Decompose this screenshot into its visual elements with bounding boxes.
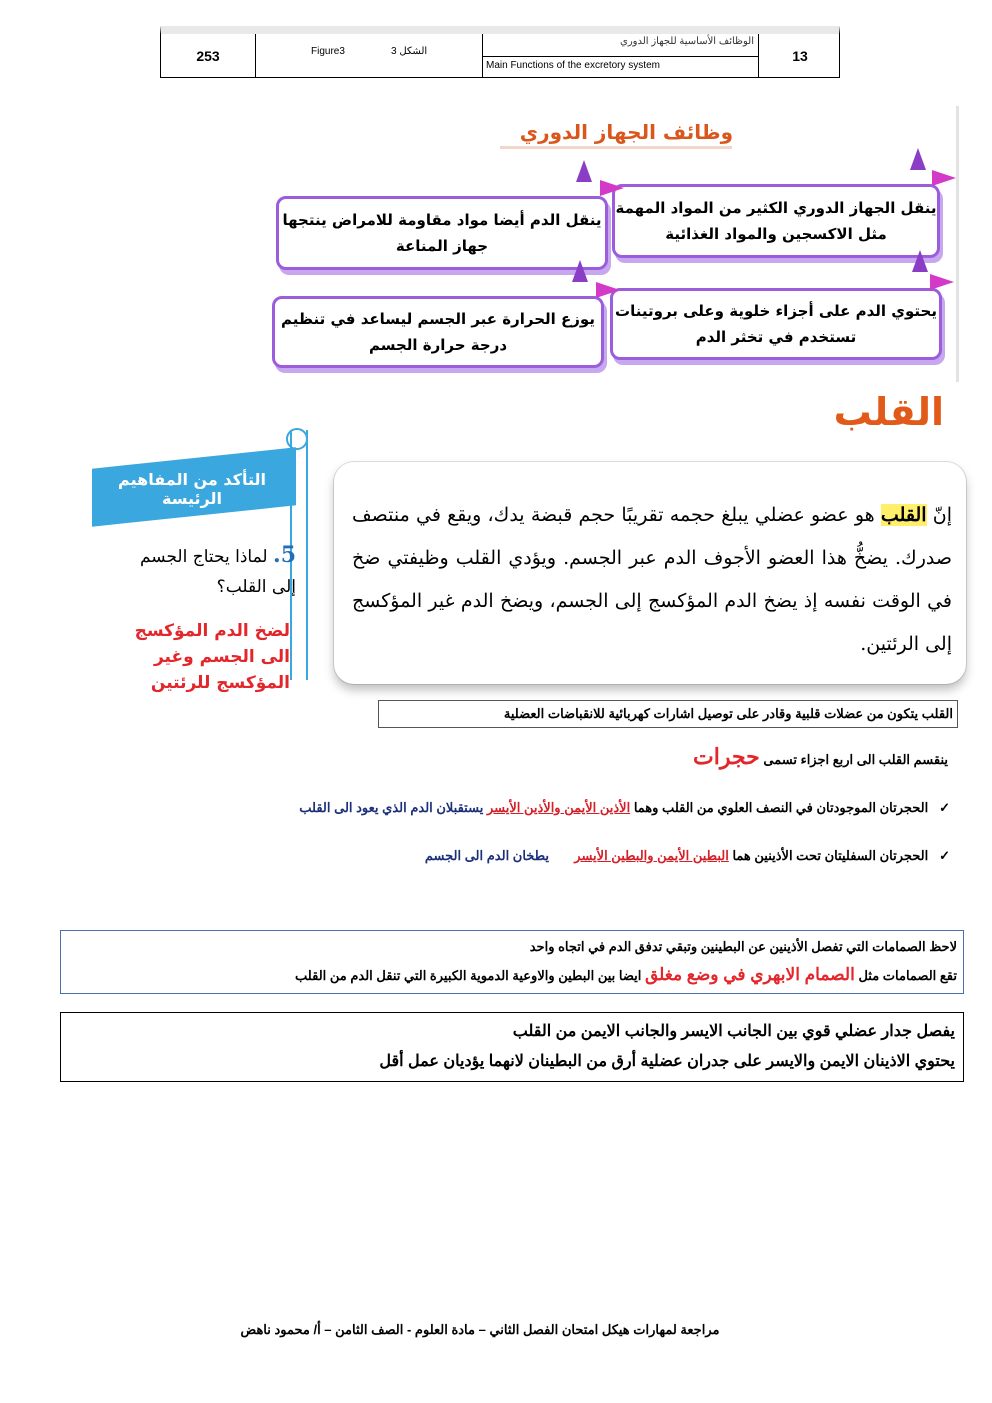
chambers-intro (560, 744, 948, 770)
atria-bullet (170, 800, 950, 816)
heart-title: القلب (833, 390, 944, 434)
atria-text-b: الأذين الأيمن والأذين الأيسر (486, 800, 631, 815)
heart-paragraph (352, 494, 952, 666)
title-en: Main Functions of the excretory system (486, 60, 660, 71)
pencil-cap-icon (286, 428, 308, 450)
ventricles-bullet (320, 848, 950, 864)
vent-text-c: يطخان الدم الى الجسم (424, 848, 549, 863)
function-box-1 (612, 184, 940, 258)
heart-intro-word: إنّ (932, 504, 952, 526)
corner-arrow-icon (596, 282, 620, 298)
function-box-2 (276, 196, 608, 270)
muscle-note: القلب يتكون من عضلات قلبية وقادر على توصيل اشارات كهربائية للانقباضات العضلية (378, 700, 958, 728)
title-cell (483, 34, 759, 77)
walls-line-2: يحتوي الاذينان الايمن والايسر على جدران عضلية أرق من البطينان لانهما يؤديان عمل أقل (379, 1053, 955, 1070)
question-number: 5. (273, 542, 296, 568)
walls-line-1: يفصل جدار عضلي قوي بين الجانب الايسر والجانب الايمن من القلب (512, 1023, 955, 1040)
vent-text-a: الحجرتان السفليتان تحت الأذينين هما (732, 848, 929, 863)
valves-line-2 (67, 961, 957, 990)
valves-line-2-red: الصمام الابهري في وضع مغلق (644, 965, 855, 984)
page-number-cell (161, 34, 256, 77)
corner-arrow-icon (932, 170, 956, 186)
valves-line-2a: تقع الصمامات مثل (858, 968, 957, 983)
valves-line-2b: ايضا بين البطين والاوعية الدموية الكبيرة التي تنقل الدم من القلب (295, 968, 642, 983)
walls-box (60, 1012, 964, 1082)
page-number: 253 (196, 48, 220, 64)
row-number-cell (759, 34, 841, 77)
chambers-intro-text: ينقسم القلب الى اربع اجزاء تسمى (763, 752, 948, 767)
check-icon: ✓ (939, 800, 950, 815)
corner-arrow-icon (910, 148, 926, 170)
header-table (160, 26, 840, 78)
figure-label-ar: الشكل 3 (391, 46, 428, 57)
corner-arrow-icon (576, 160, 592, 182)
figure-cell (256, 34, 483, 77)
heart-term: القلب (880, 504, 927, 526)
function-box-3 (610, 288, 942, 360)
corner-arrow-icon (930, 274, 954, 290)
key-concepts-question (120, 540, 296, 602)
valves-line-1: لاحظ الصمامات التي تفصل الأذينين عن البطينين وتبقي تدفق الدم في اتجاه واحد (529, 939, 957, 954)
heart-definition: هو عضو عضلي يبلغ حجمه تقريبًا حجم قبضة يدك، ويقع في منتصف صدرك. يضخُّ هذا العضو الأجوف الدم عبر الجسم. ويؤدي القلب وظيفتي ضخ في الوقت نفسه إذ يضخ الدم المؤكسج إلى الجسم، ويضخ الدم غير المؤكسج إلى الرئتين. (352, 504, 952, 655)
check-icon: ✓ (939, 848, 950, 863)
function-box-4-text: يوزع الحرارة عبر الجسم ليساعد في تنظيم درجة حرارة الجسم (281, 310, 595, 354)
corner-arrow-icon (912, 250, 928, 272)
corner-arrow-icon (572, 260, 588, 282)
page-footer: مراجعة لمهارات هيكل امتحان الفصل الثاني – مادة العلوم - الصف الثامن – أ/ محمود ناهض (240, 1322, 720, 1337)
functions-title: وظائف الجهاز الدوري (519, 120, 733, 144)
vent-text-b: البطين الأيمن والبطين الأيسر (574, 848, 729, 863)
corner-arrow-icon (600, 180, 624, 196)
atria-text-a: الحجرتان الموجودتان في النصف العلوي من القلب وهما (633, 800, 929, 815)
key-concepts-answer: لضخ الدم المؤكسج الى الجسم وغير المؤكسج للرئتين (134, 621, 290, 693)
function-box-3-text: يحتوي الدم على أجزاء خلوية وعلى بروتينات تستخدم في تخثر الدم (615, 302, 937, 346)
valves-box (60, 930, 964, 994)
figure-label-en: Figure3 (311, 46, 345, 57)
question-text: لماذا يحتاج الجسم إلى القلب؟ (139, 547, 296, 597)
function-box-1-text: ينقل الجهاز الدوري الكثير من المواد المهمة مثل الاكسجين والمواد الغذائية (615, 199, 937, 243)
title-ar: الوظائف الأساسية للجهاز الدوري (620, 36, 754, 47)
function-box-2-text: ينقل الدم أيضا مواد مقاومة للامراض ينتجها جهاز المناعة (282, 211, 602, 255)
row-number: 13 (792, 48, 808, 64)
chambers-word: حجرات (693, 744, 760, 769)
function-box-4 (272, 296, 604, 368)
atria-text-c: يستقبلان الدم الذي يعود الى القلب (299, 800, 484, 815)
key-concepts-title: التأكد من المفاهيم الرئيسة (118, 470, 266, 508)
